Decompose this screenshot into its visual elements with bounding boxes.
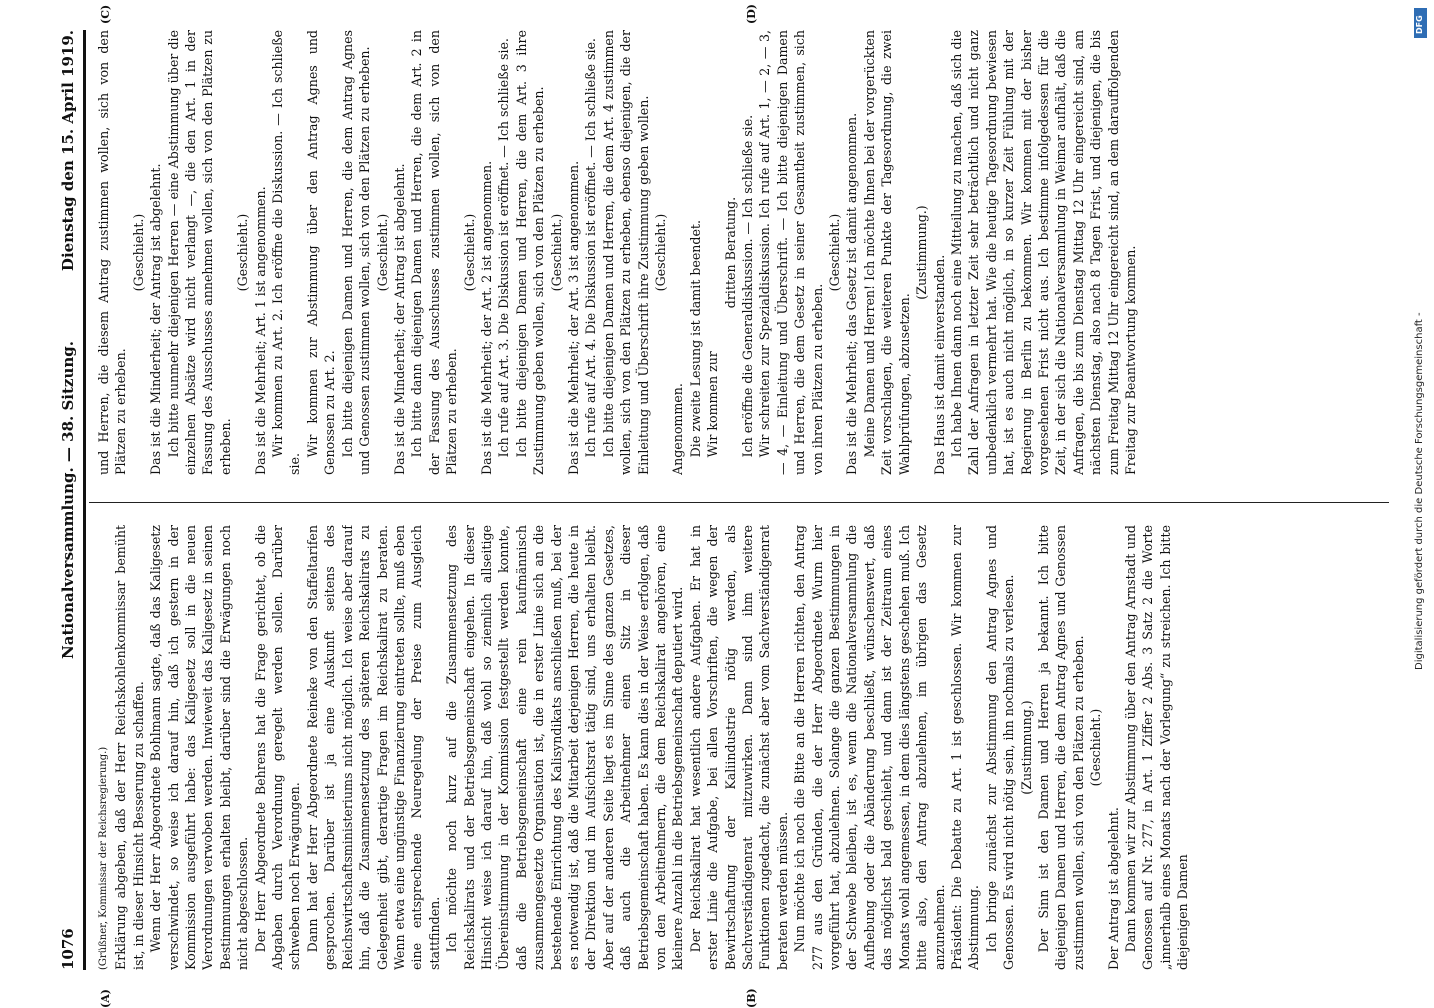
paragraph: und Herren, die diesem Antrag zustimmen wollen, sich von den Plätzen zu erheben. [96, 30, 129, 475]
paragraph: Ich bitte dann diejenigen Damen und Herren, die dem Art. 2 in der Fassung des Ausschusses zustimmen wollen, sich von den Plätzen zu erheben. [409, 30, 460, 475]
paragraph: (Geschieht.) [374, 213, 390, 292]
paragraph: Wir schreiten zur Spezialdiskussion. Ich rufe auf Art. 1, — 2, — 3, — 4, — Einleitung und Überschrift. — Ich bitte diejenigen Damen und Herren, die dem Gesetz in seiner Gesamtheit zustimmen, sich von ihren Plätzen zu erheben. [757, 30, 825, 475]
margin-mark-b: (B) [745, 988, 758, 1008]
paragraph: Ich rufe auf Art. 4. Die Diskussion ist eröffnet. — Ich schließe sie. [583, 38, 599, 458]
paragraph: Der Sinn ist den Damen und Herren ja bekannt. Ich bitte diejenigen Damen und Herren, die dem Antrag Agnes und Genossen zustimmen wollen, sich von den Plätzen zu erheben. [1035, 525, 1086, 970]
paragraph: Der Reichskalirat hat wesentlich andere Aufgaben. Er hat in erster Linie die Aufgabe, bei allen Vorschriften, die wegen der Bewirtschaftung der Kaliindustrie nötig werden, als Sachverständigenrat mitzuwirken. Dann sind ihm weitere Funktionen zugedacht, die zunächst aber vom Sachverständigenrat beraten werden müssen. [687, 525, 790, 970]
paragraph: Nun möchte ich noch die Bitte an die Herren richten, den Antrag 277 aus den Gründen, die der Herr Abgeordnete Wurm hier vorgeführt hat, abzulehnen. Solange die ganzen Bestimmungen in der Schwebe bleiben, ist es, wenn die Nationalversammlung die Aufhebung oder die Abänderung beschließt, wünschenswert, daß das möglichst bald geschieht, und dann ist der Zeitraum eines Monats wohl angemessen, in dem dies längstens geschehen muß. Ich bitte also, den Antrag abzulehnen, im übrigen das Gesetz anzunehmen. [792, 525, 947, 970]
paragraph: (Geschieht.) [653, 213, 668, 292]
paragraph: Ich bringe zunächst zur Abstimmung den Antrag Agnes und Genossen. Es wird nicht nötig sein, ihn nochmals zu verlesen. [983, 525, 1017, 970]
paragraph: (Geschieht.) [461, 213, 477, 292]
paragraph: Wenn der Herr Abgeordnete Bohlmann sagte, daß das Kaligesetz verschwindet, so weise ich darauf hin, daß ich gestern in der Kommission ausgeführt habe: das Kaligesetz soll in die neuen Verordnungen verwoben werden. Inwieweit das Kaligesetz in seinen Bestimmungen erhalten bleibt, darüber sind die Erwägungen noch nicht abgeschlossen. [148, 525, 251, 970]
right-column [95, 30, 1395, 475]
paragraph: Wir kommen zur Abstimmung über den Antrag Agnes und Genossen zu Art. 2. [304, 30, 338, 475]
paragraph: Das ist die Mehrheit; das Gesetz ist damit angenommen. [844, 112, 860, 475]
paragraph: Das ist die Mehrheit; der Art. 3 ist angenommen. [565, 160, 581, 475]
margin-mark-c: (C) [99, 4, 112, 24]
paragraph: Wir kommen zu Art. 2. Ich eröffne die Diskussion. — Ich schließe sie. [270, 30, 303, 475]
column-divider [89, 502, 1389, 503]
paragraph: Das ist die Mehrheit; Art. 1 ist angenommen. [252, 186, 268, 475]
paragraph: (Geschieht.) [130, 213, 146, 292]
paragraph: Ich bitte nunmehr diejenigen Herren — eine Abstimmung über die einzelnen Absätze wird nicht verlangt —, die den Art. 1 in der Fassung des Ausschusses annehmen wollen, sich von den Plätzen zu erheben. [165, 30, 233, 475]
paragraph: Der Herr Abgeordnete Behrens hat die Frage gerichtet, ob die Abgaben durch Verordnung geregelt werden sollen. Darüber schweben noch Erwägungen. [252, 525, 303, 970]
paragraph: (Geschieht.) [827, 213, 843, 292]
paragraph: Ich habe Ihnen dann noch eine Mitteilung zu machen, daß sich die Zahl der Anfragen in letzter Zeit sehr beträchtlich und nicht ganz unbedenklich vermehrt hat. Wie die heutige Tagesordnung bewiesen hat, ist es auch nicht möglich, in so kurzer Zeit Fühlung mit der Regierung in Berlin zu bekommen. Wir kommen mit der bisher vorgesehenen Frist nicht aus. Ich bestimme infolgedessen für die Zeit, in der sich die Nationalversammlung in Weimar aufhält, daß die Anfragen, die bis zum Dienstag Mittag 12 Uhr eingereicht sind, am nächsten Dienstag, also nach 8 Tagen Frist, und diejenigen, die bis zum Freitag Mittag 12 Uhr eingereicht sind, an dem darauffolgenden Freitag zur Beantwortung kommen. [948, 30, 1138, 475]
paragraph: Ich rufe auf Art. 3. Die Diskussion ist eröffnet. — Ich schließe sie. [496, 38, 512, 458]
paragraph: (Geschieht.) [548, 213, 564, 292]
page-header [55, 30, 86, 970]
paragraph: Angenommen. [670, 383, 686, 475]
paragraph: Der Antrag ist abgelehnt. [1105, 807, 1121, 970]
margin-mark-a: (A) [99, 989, 112, 1008]
paragraph: Das ist die Minderheit; der Antrag ist abgelehnt. [391, 163, 407, 475]
paragraph: Ich bitte diejenigen Damen und Herren, die dem Art. 4 zustimmen wollen, sich von den Plätzen zu erheben, ebenso diejenigen, die der Einleitung und Überschrift ihre Zustimmung geben wollen. [600, 30, 651, 475]
paragraph: Ich möchte noch kurz auf die Zusammensetzung des Reichskalirats und der Betriebsgemeinschaft eingehen. In dieser Hinsicht weise ich darauf hin, daß wohl so ziemlich allseitige Übereinstimmung in der Kommission festgestellt werden konnte, daß die Betriebsgemeinschaft eine rein kaufmännisch zusammengesetzte Organisation ist, die in erster Linie sich an die bestehende Einrichtung des Kalisyndikats anschließen muß, bei der es notwendig ist, daß die Mitarbeit derjenigen Herren, die heute in der Direktion und im Aufsichtsrat tätig sind, uns erhalten bleibt. Aber auf der anderen Seite liegt es im Sinne des ganzen Gesetzes, daß auch die Arbeitnehmer einen Sitz in dieser Betriebsgemeinschaft haben. Es kann dies in der Weise erfolgen, daß von den Arbeitnehmern, die dem Reichskalirat angehören, eine kleinere Anzahl in die Betriebsgemeinschaft deputiert wird. [444, 525, 686, 970]
paragraph: Wir kommen zur [705, 351, 721, 458]
paragraph: Die zweite Lesung ist damit beendet. [687, 220, 703, 458]
paragraph: Ich bitte diejenigen Damen und Herren, die dem Antrag Agnes und Genossen zustimmen wollen, sich von den Plätzen zu erheben. [339, 30, 373, 475]
page-number: 1076 [59, 928, 77, 970]
left-column [95, 525, 1395, 970]
paragraph: Ich bitte diejenigen Damen und Herren, die dem Art. 3 ihre Zustimmung geben wollen, sich von den Plätzen zu erheben. [513, 30, 547, 475]
paragraph: Das Haus ist damit einverstanden. [931, 254, 947, 475]
paragraph: Erklärung abgeben, daß der Herr Reichskohlenkommissar bemüht ist, in dieser Hinsicht Besserung zu schaffen. [113, 525, 146, 970]
paragraph: Dann kommen wir zur Abstimmung über den Antrag Arnstadt und Genossen auf Nr. 277, in Art. 1 Ziffer 2 Abs. 3 Satz 2 die Worte „innerhalb eines Monats nach der Vorlegung“ zu streichen. Ich bitte diejenigen Damen [1122, 525, 1191, 970]
paragraph: Das ist die Mehrheit; der Art. 2 ist angenommen. [478, 160, 494, 475]
paragraph: Präsident: Die Debatte zu Art. 1 ist geschlossen. Wir kommen zur Abstimmung. [948, 525, 982, 970]
page-title: Nationalversammlung. — 38. Sitzung. [59, 341, 77, 659]
paragraph: dritten Beratung. [722, 196, 738, 309]
margin-mark-d: (D) [745, 4, 758, 24]
digitization-credit-text: Digitalisierung gefördert durch die Deutsche Forschungsgemeinschaft - [1414, 312, 1425, 670]
paragraph: (Grüßner, Kommissar der Reichsregierung.) [98, 746, 109, 970]
dfg-logo: DFG [1414, 8, 1427, 38]
paragraph: Meine Damen und Herren! Ich möchte Ihnen bei der vorgerückten Zeit vorschlagen, die weiteren Punkte der Tagesordnung, die zwei Wahlprüfungen, abzusetzen. [861, 30, 912, 475]
paragraph: (Geschieht.) [1088, 708, 1104, 787]
paragraph: (Geschieht.) [235, 213, 251, 292]
paragraph: (Zustimmung.) [1018, 700, 1034, 795]
paragraph: (Zustimmung.) [914, 205, 930, 300]
paragraph: Das ist die Minderheit; der Antrag ist abgelehnt. [148, 163, 164, 475]
document-page [55, 4, 1415, 1008]
digitization-credit [1412, 10, 1428, 990]
paragraph: Ich eröffne die Generaldiskussion. — Ich schließe sie. [740, 114, 756, 458]
session-date: Dienstag den 15. April 1919. [59, 30, 77, 272]
paragraph: Dann hat der Herr Abgeordnete Reineke von den Staffeltarifen gesprochen. Darüber ist ja eine Auskunft seitens des Reichswirtschaftsministeriums nicht möglich. Ich weise aber darauf hin, daß die Zusammensetzung des späteren Reichskalirats zu Gelegenheit gibt, derartige Fragen im Reichskalirat zu beraten. Wenn etwa eine ungünstige Finanzierung eintreten sollte, muß eben eine entsprechende Neuregelung der Preise zum Ausgleich stattfinden. [304, 525, 442, 970]
